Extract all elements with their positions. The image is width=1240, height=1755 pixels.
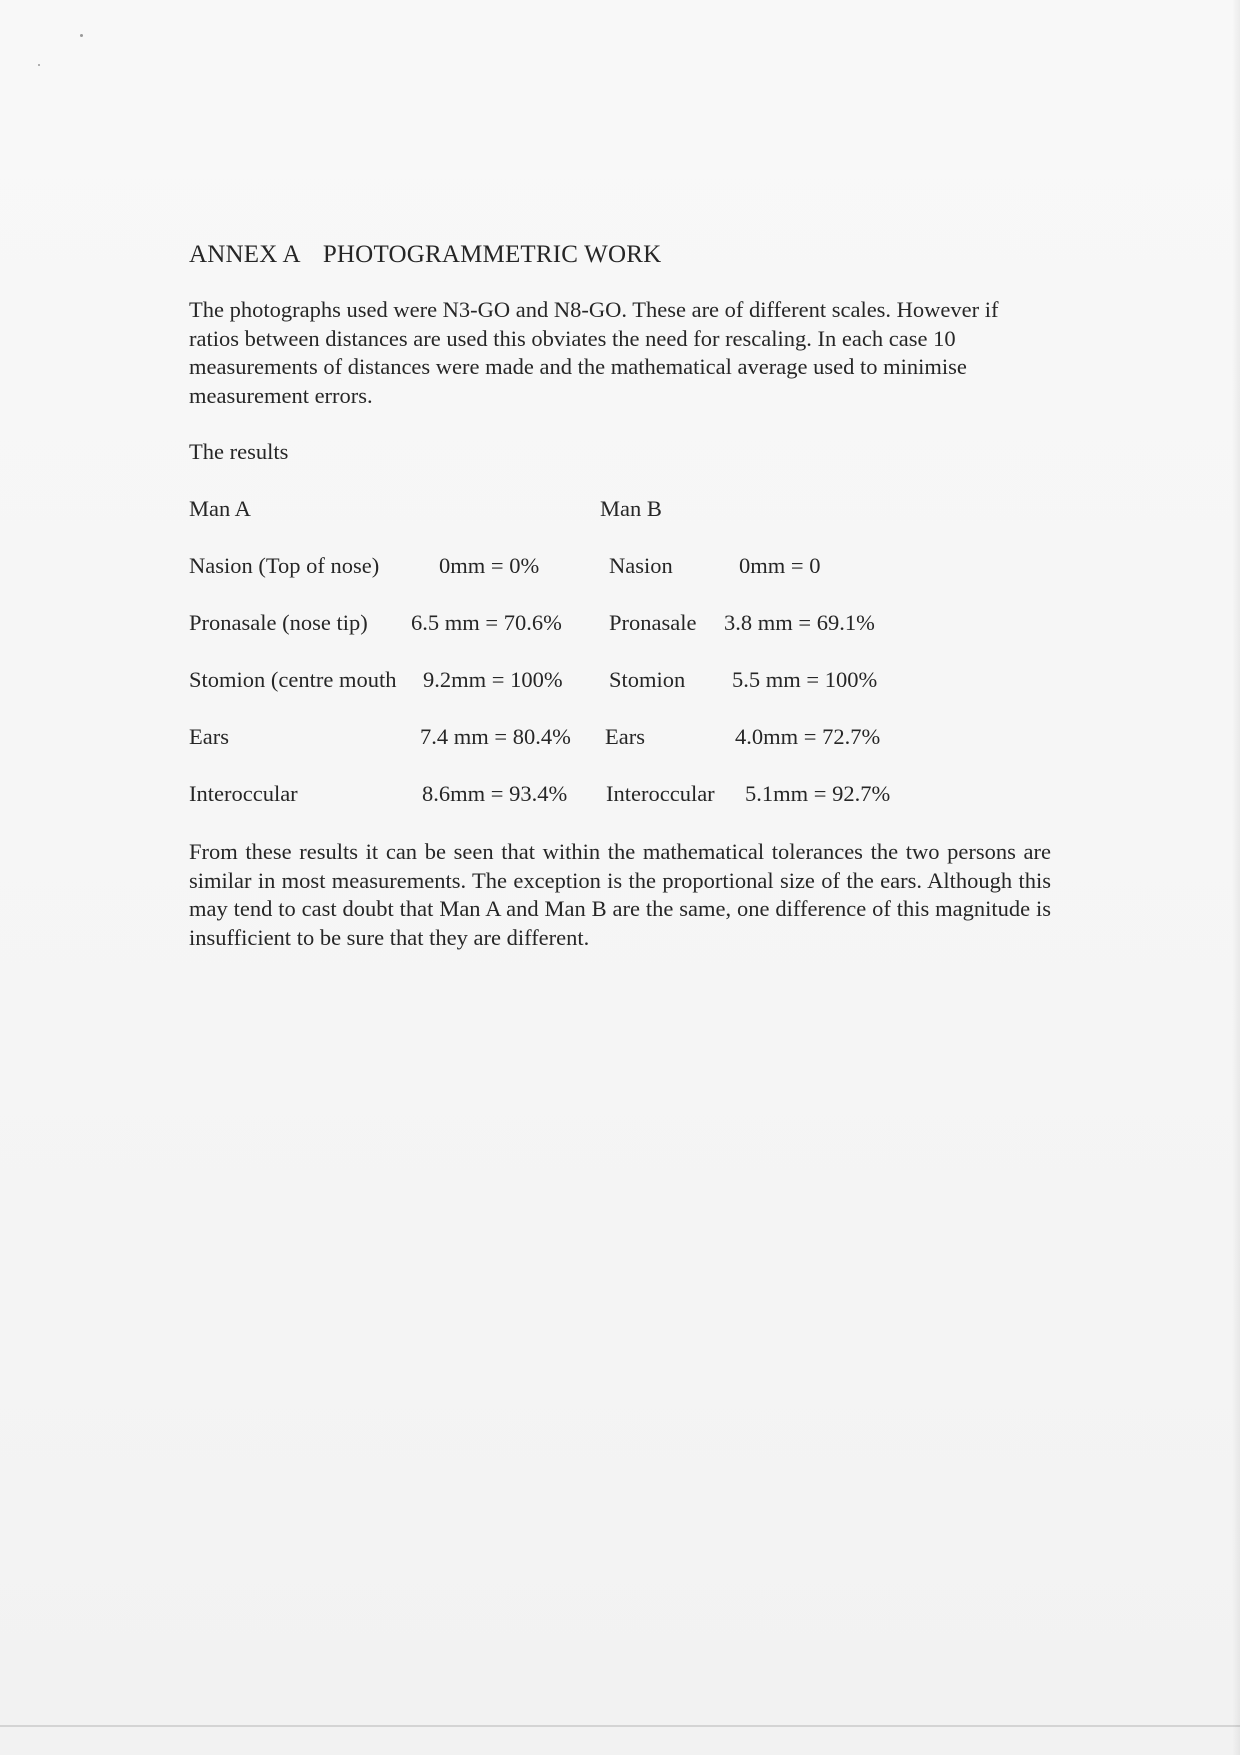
man-b-measurement-value: 5.5 mm = 100% [732,667,878,692]
man-a-measurement-label: Nasion (Top of nose) [189,553,380,578]
scan-speck [38,64,40,66]
intro-paragraph: The photographs used were N3-GO and N8-GO. These are of different scales. However if ratios between distances are used this obviates the need for rescaling. In each case 10 measurements of distances were made and the mathematical average used to minimise measurement errors. [189,297,999,408]
man-a-measurement-value: 9.2mm = 100% [423,667,563,692]
man-a-measurement-value: 0mm = 0% [439,553,540,578]
man-a-measurement-value: 6.5 mm = 70.6% [411,610,562,635]
man-a-measurement-label: Stomion (centre mouth [189,667,397,692]
man-b-measurement-label: Stomion [609,667,686,692]
scan-bottom-edge [0,1725,1240,1727]
measurement-row-stomion [189,667,1051,695]
annex-label: ANNEX A [189,241,301,268]
man-a-measurement-label: Pronasale (nose tip) [189,610,368,635]
man-b-measurement-label: Ears [605,724,645,749]
measurement-row-pronasale [189,610,1051,638]
scan-edge-shadow [1232,0,1240,1755]
measurement-row-nasion [189,553,1051,581]
measurement-row-interoccular [189,781,1051,809]
man-b-measurement-label: Nasion [609,553,673,578]
measurement-row-ears [189,724,1051,752]
man-a-measurement-label: Ears [189,724,229,749]
results-label: The results [189,439,289,464]
man-b-measurement-value: 0mm = 0 [739,553,821,578]
column-header-man-b: Man B [600,496,662,521]
man-a-measurement-label: Interoccular [189,781,298,806]
scan-speck [80,34,83,37]
man-a-measurement-value: 8.6mm = 93.4% [422,781,568,806]
man-a-measurement-value: 7.4 mm = 80.4% [420,724,571,749]
man-b-measurement-value: 3.8 mm = 69.1% [724,610,875,635]
page-title [189,240,1051,270]
man-b-measurement-label: Interoccular [606,781,715,806]
column-header-man-a: Man A [189,496,251,521]
results-column-headers [189,496,1051,524]
man-b-measurement-label: Pronasale [609,610,697,635]
man-b-measurement-value: 4.0mm = 72.7% [735,724,881,749]
annex-heading: PHOTOGRAMMETRIC WORK [322,241,662,268]
man-b-measurement-value: 5.1mm = 92.7% [745,781,891,806]
conclusion-paragraph: From these results it can be seen that within the mathematical tolerances the two persons are similar in most measurements. The exception is the proportional size of the ears. Although this may tend to cast doubt that Man A and Man B are the same, one difference of this magnitude is insufficient to be sure that they are different. [189,839,1051,950]
document-body [189,240,1051,975]
